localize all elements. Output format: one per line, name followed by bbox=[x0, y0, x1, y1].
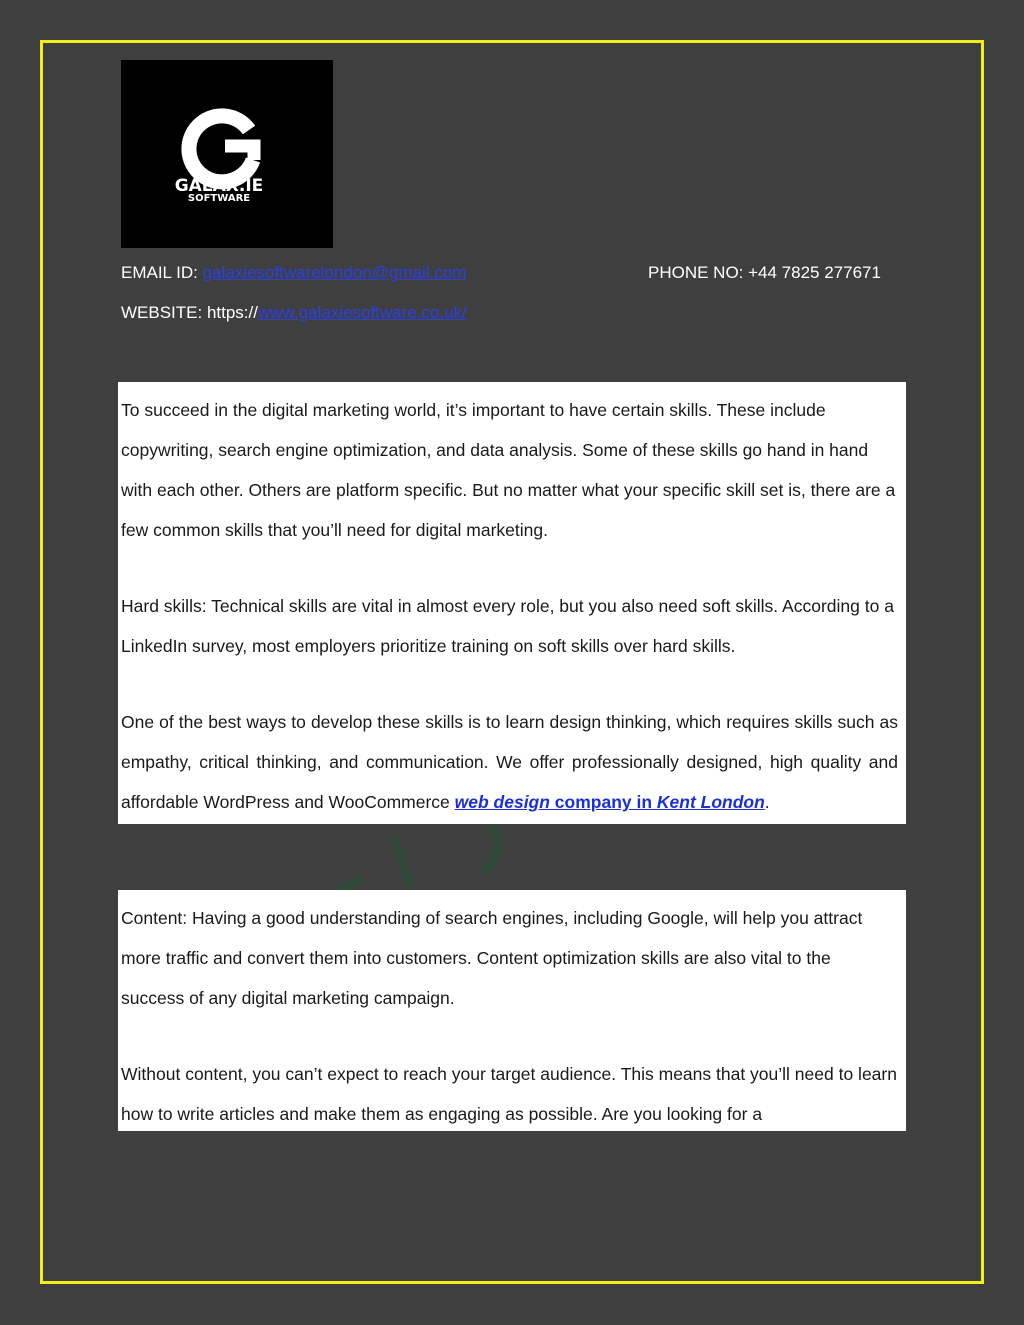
paragraph-hard-skills: Hard skills: Technical skills are vital in almost every role, but you also need soft skills. According to a LinkedIn survey, most employers prioritize training on soft skills over hard skills. bbox=[121, 596, 894, 656]
website-link[interactable]: www.galaxiesoftware.co.uk/ bbox=[257, 303, 467, 322]
email-line bbox=[121, 263, 466, 283]
website-line bbox=[121, 303, 467, 323]
galaxie-logo-icon bbox=[121, 60, 333, 248]
paragraph-intro: To succeed in the digital marketing world, it’s important to have certain skills. These include copywriting, search engine optimization, and data analysis. Some of these skills go hand in hand with each other. Others are platform specific. But no matter what your specific skill set is, there are a few common skills that you’ll need for digital marketing. bbox=[121, 400, 896, 540]
paragraph-design-thinking bbox=[121, 702, 898, 822]
paragraph-design-thinking-text: One of the best ways to develop these skills is to learn design thinking, which requires skills such as empathy, critical thinking, and communication. We offer professionally designed, high quality and affordable WordPress and WooCommerce bbox=[121, 712, 898, 812]
link-web-design: web design bbox=[454, 792, 550, 812]
article-section-2 bbox=[118, 890, 906, 1131]
article-section-1 bbox=[118, 382, 906, 824]
period: . bbox=[764, 792, 770, 812]
brand-name: GALAX.IE bbox=[174, 176, 264, 196]
web-design-link[interactable] bbox=[455, 792, 765, 812]
brand-sub: SOFTWARE bbox=[187, 193, 251, 204]
link-company-in: company in bbox=[549, 792, 657, 812]
paragraph-content: Content: Having a good understanding of search engines, including Google, will help you attract more traffic and convert them into customers. Content optimization skills are also vital to the success of any digital marketing campaign. bbox=[121, 908, 863, 1008]
brand-logo bbox=[121, 60, 333, 248]
link-kent-london: Kent London bbox=[656, 792, 765, 812]
paragraph-without-content: Without content, you can’t expect to reach your target audience. This means that you’ll need to learn how to write articles and make them as engaging as possible. Are you looking for a bbox=[121, 1064, 897, 1124]
email-label: EMAIL ID: bbox=[121, 263, 203, 282]
phone-number: PHONE NO: +44 7825 277671 bbox=[648, 263, 881, 282]
website-label: WEBSITE: https:// bbox=[121, 303, 258, 322]
email-link[interactable]: galaxiesoftwarelondon@gmail.com bbox=[202, 263, 467, 282]
